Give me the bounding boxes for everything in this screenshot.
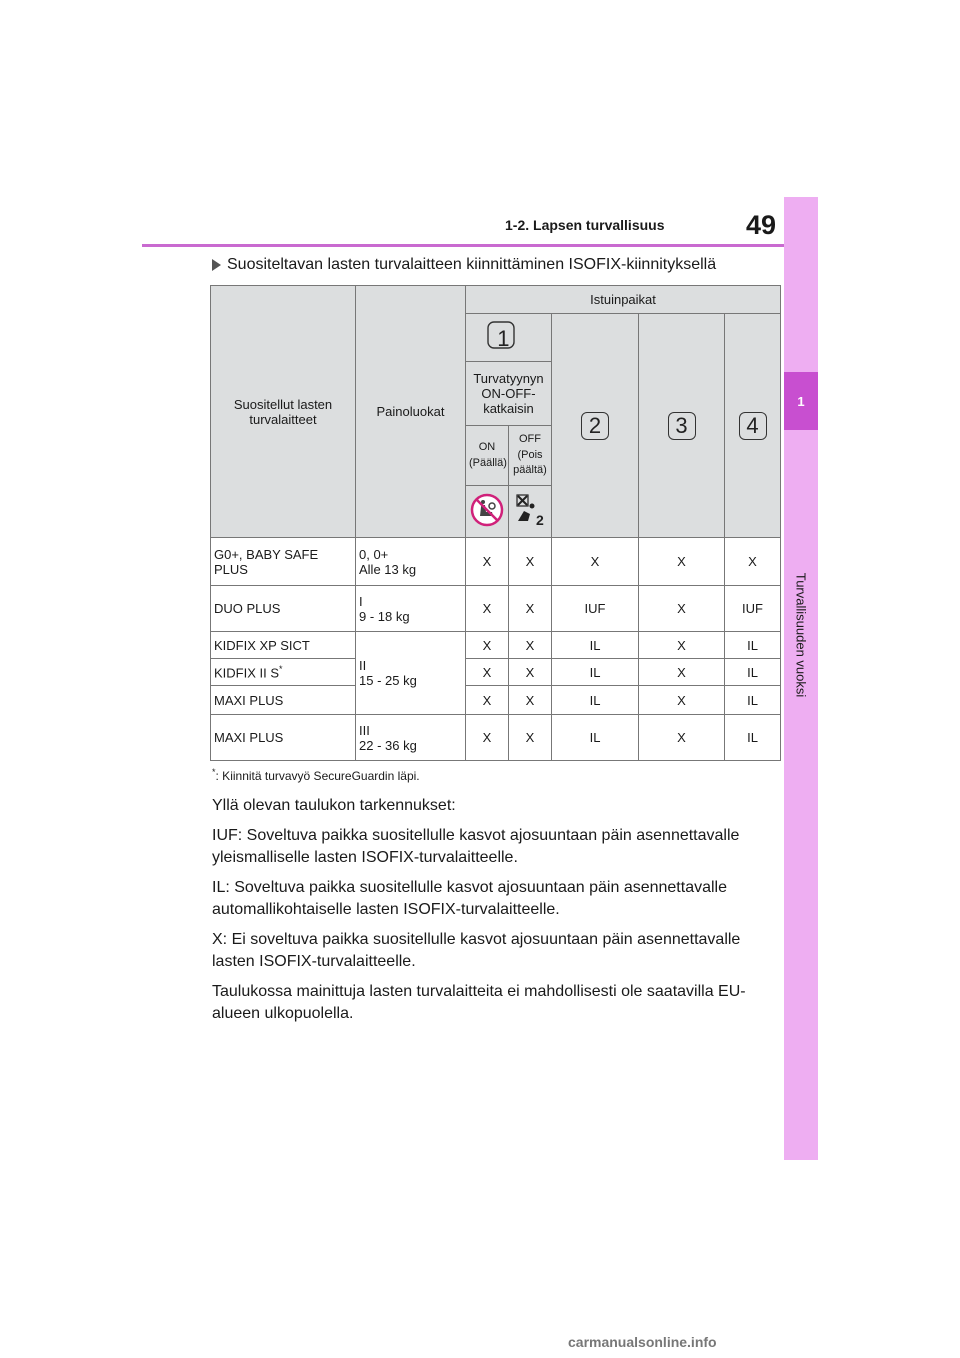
triangle-bullet-icon xyxy=(212,259,221,271)
row-name-text: KIDFIX II S xyxy=(214,665,280,681)
row-weight xyxy=(356,715,466,761)
row-weight-class: II xyxy=(359,658,367,673)
paragraph: IL: Soveltuva paikka suositellulle kasvot ajosuuntaan päin asennettavalle automallikohtaiselle lasten ISOFIX-turvalaitteelle. xyxy=(212,879,727,918)
cell-value: X xyxy=(639,538,725,586)
footnote-mark: * xyxy=(212,767,216,777)
cell-value: IL xyxy=(552,659,639,686)
row-weight-class: III xyxy=(359,722,370,738)
off-label: OFF xyxy=(519,433,541,446)
airbag-switch-header: Turvatyynyn ON-OFF-katkaisin xyxy=(466,362,552,426)
off-cell xyxy=(509,426,552,486)
header-rule xyxy=(142,244,784,247)
cell-value: X xyxy=(466,632,509,659)
cell-value: X xyxy=(639,686,725,715)
paragraph: Taulukossa mainittuja lasten turvalaitteita ei mahdollisesti ole saatavilla EU-alueen ulkopuolella. xyxy=(212,983,746,1022)
on-cell xyxy=(466,426,509,486)
cell-value: IL xyxy=(552,632,639,659)
cell-value: IL xyxy=(725,659,781,686)
paragraph: IUF: Soveltuva paikka suositellulle kasvot ajosuuntaan päin asennettavalle yleismalliselle lasten ISOFIX-turvalaitteelle. xyxy=(212,827,740,866)
on-sublabel: (Päällä) xyxy=(469,456,507,469)
airbag-off-icon-cell xyxy=(466,486,509,538)
row-weight-range: 9 - 18 kg xyxy=(359,608,410,624)
chapter-side-tab xyxy=(784,197,818,1160)
header-recommended: Suositellut lasten turvalaitteet xyxy=(211,286,356,538)
isofix-table xyxy=(210,285,781,761)
passenger-airbag-icon xyxy=(512,493,548,527)
off-sublabel: (Pois päältä) xyxy=(513,448,547,477)
row-name: DUO PLUS xyxy=(211,586,356,632)
seat-1-cell xyxy=(466,314,552,362)
header-seats: Istuinpaikat xyxy=(466,286,781,314)
explanations xyxy=(212,795,752,1033)
row-weight xyxy=(356,538,466,586)
cell-value: X xyxy=(509,586,552,632)
page-number: 49 xyxy=(745,210,776,240)
on-label: ON xyxy=(478,441,496,454)
cell-value: X xyxy=(466,686,509,715)
cell-value: X xyxy=(509,632,552,659)
airbag-off-icon xyxy=(470,493,504,527)
cell-value: X xyxy=(509,715,552,761)
row-weight xyxy=(356,586,466,632)
cell-value: IL xyxy=(725,632,781,659)
cell-value: X xyxy=(639,586,725,632)
row-name xyxy=(211,659,356,686)
row-weight xyxy=(356,632,466,715)
row-weight-range: Alle 13 kg xyxy=(359,561,417,577)
cell-value: IUF xyxy=(725,586,781,632)
footnote-text: : Kiinnitä turvavyö SecureGuardin läpi. xyxy=(215,769,420,783)
row-weight-range: 22 - 36 kg xyxy=(359,737,417,753)
cell-value: X xyxy=(466,659,509,686)
cell-value: X xyxy=(466,586,509,632)
cell-value: IL xyxy=(725,715,781,761)
row-weight-range: 15 - 25 kg xyxy=(359,673,417,688)
cell-value: IL xyxy=(725,686,781,715)
cell-value: X xyxy=(639,659,725,686)
row-name: MAXI PLUS xyxy=(211,715,356,761)
watermark: carmanualsonline.info xyxy=(568,1334,717,1350)
intro-heading xyxy=(212,256,716,274)
chapter-number: 1 xyxy=(784,372,818,430)
cell-value: X xyxy=(639,715,725,761)
cell-value: X xyxy=(466,715,509,761)
paragraph: X: Ei soveltuva paikka suositellulle kasvot ajosuuntaan päin asennettavalle lasten ISOFIX-turvalaitteelle. xyxy=(212,931,741,970)
footnote xyxy=(212,767,420,783)
cell-value: X xyxy=(552,538,639,586)
row-name: MAXI PLUS xyxy=(211,686,356,715)
chapter-label: Turvallisuuden vuoksi xyxy=(793,572,809,698)
header-weight: Painoluokat xyxy=(356,286,466,538)
cell-value: X xyxy=(509,686,552,715)
footnote-mark: * xyxy=(279,663,283,674)
seat-1-number: 1 xyxy=(497,325,510,351)
svg-text:2: 2 xyxy=(536,512,544,527)
intro-text: Suositeltavan lasten turvalaitteen kiinnittäminen ISOFIX-kiinnityksellä xyxy=(227,256,717,273)
seat-2-cell xyxy=(552,314,639,538)
seat-3-number: 3 xyxy=(668,412,696,440)
row-name: KIDFIX XP SICT xyxy=(211,632,356,659)
cell-value: IL xyxy=(552,715,639,761)
cell-value: IUF xyxy=(552,586,639,632)
row-weight-class: 0, 0+ xyxy=(359,546,389,562)
cell-value: X xyxy=(725,538,781,586)
row-name: G0+, BABY SAFE PLUS xyxy=(211,538,356,586)
cell-value: X xyxy=(466,538,509,586)
cell-value: X xyxy=(509,659,552,686)
seat-4-number: 4 xyxy=(739,412,767,440)
paragraph: Yllä olevan taulukon tarkennukset: xyxy=(212,797,456,814)
passenger-airbag-icon-cell xyxy=(509,486,552,538)
seat-3-cell xyxy=(639,314,725,538)
row-weight-class: I xyxy=(359,593,363,609)
seat-2-number: 2 xyxy=(581,412,609,440)
seat-4-cell xyxy=(725,314,781,538)
section-title: 1-2. Lapsen turvallisuus xyxy=(505,217,665,233)
cell-value: IL xyxy=(552,686,639,715)
cell-value: X xyxy=(509,538,552,586)
cell-value: X xyxy=(639,632,725,659)
